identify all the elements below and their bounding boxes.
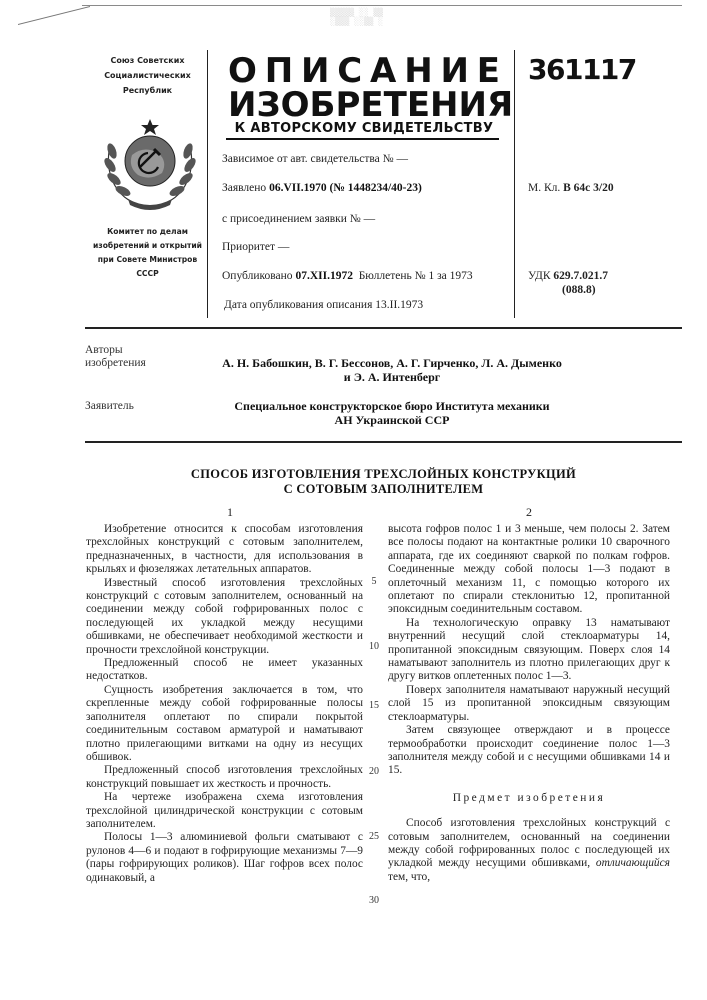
title-letter: О — [280, 85, 310, 125]
doc-type-title-line1 — [228, 51, 500, 91]
title-letter: Н — [430, 85, 459, 125]
line-number: 15 — [369, 700, 379, 711]
description-column-right — [388, 523, 670, 884]
authors-label-line: Авторы — [85, 344, 123, 356]
claims-heading: Предмет изобретения — [452, 791, 606, 804]
authors-line: и Э. А. Интенберг — [343, 370, 441, 384]
header-divider-left — [207, 50, 208, 318]
column-number-1: 1 — [227, 505, 233, 519]
invention-title — [85, 467, 682, 497]
description-publication-date: Дата опубликования описания 13.II.1973 — [224, 299, 424, 311]
authors-line: А. Н. Бабошкин, В. Г. Бессонов, А. Г. Гирченко, Л. А. Дыменко — [222, 356, 562, 370]
classification — [528, 182, 614, 194]
paragraph: Известный способ изготовления трехслойных конструкций с сотовым заполнителем, основанный на соединении между собой гофрированных полос с последующей их укладкой между несущими обшивками, не обеспечивает необходимой жесткости и прочности трехслойной конструкции. — [86, 576, 363, 656]
published-label: Опубликовано — [222, 270, 293, 282]
claim-text: Способ изготовления трехслойных конструкций с сотовым заполнителем, основанный на соединении между собой гофрированных полос с последующей их укладкой между несущими обшивками, — [388, 817, 670, 870]
certificate-subtitle: К АВТОРСКОМУ СВИДЕТЕЛЬСТВУ — [234, 121, 494, 136]
doc-type-title-line2 — [228, 85, 514, 125]
claim-tail: тем, что, — [388, 870, 431, 883]
union-line: Союз Советских — [110, 56, 185, 65]
title-letter: Р — [335, 85, 361, 125]
paragraph: Полосы 1—3 алюминиевой фольги сматывают с рулонов 4—6 и подают в гофрирующие механизмы 7—9 (пары гофрирующих роликов). Шаг гофров всех полос одинаковый, а — [86, 831, 363, 884]
paragraph: Сущность изобретения заключается в том, что скрепленные между собой гофрированные полосы заполнителя оплетают по спирали покрытой соединительным составом арматурой и наматывают плотно прилегающими витками на одну из несущих обшивок. — [86, 683, 363, 763]
filed-label: Заявлено — [222, 182, 267, 194]
header-divider-right — [514, 50, 515, 318]
line-number: 30 — [369, 895, 379, 906]
committee-line: при Совете Министров — [97, 255, 198, 264]
applicant-label: Заявитель — [85, 400, 134, 412]
line-number: 20 — [369, 766, 379, 777]
union-line: Социалистических — [104, 71, 191, 80]
filed-line — [222, 182, 422, 194]
title-letter: С — [337, 51, 363, 91]
title-letter: О — [228, 51, 257, 91]
column-number-2: 2 — [526, 505, 532, 519]
udc — [528, 270, 608, 282]
title-letter: Е — [406, 85, 431, 125]
committee-line: СССР — [136, 269, 159, 278]
invention-title-line: С СОТОВЫМ ЗАПОЛНИТЕЛЕМ — [283, 482, 484, 496]
paragraph: На чертеже изображена схема изготовления трехслойной цилиндрической конструкции с сотовым заполнителем. — [86, 791, 363, 830]
title-letter: И — [228, 85, 257, 125]
line-number: 25 — [369, 831, 379, 842]
udc-value: 629.7.021.7 — [553, 270, 608, 282]
title-letter: Е — [360, 85, 384, 125]
title-letter: И — [458, 85, 487, 125]
applicant-line: Специальное конструкторское бюро Института механики — [234, 399, 550, 413]
scan-artifact-curve — [18, 6, 90, 43]
title-letter: И — [440, 51, 469, 91]
filed-date: 06.VII.1970 — [269, 182, 327, 194]
description-column-left — [86, 523, 363, 885]
scan-artifact-line — [82, 5, 682, 6]
paragraph: На технологическую оправку 13 наматывают внутренний несущий слой стеклоарматуры 14, пропитанной эпоксидным связующим. Поверх слоя 14 наматывают заполнитель из плотно прилегающих друг к другу витков оплетенных полос 1—3. — [388, 616, 670, 683]
committee-block — [84, 225, 211, 281]
paragraph: Предложенный способ не имеет указанных недостатков. — [86, 657, 363, 683]
title-letter: Б — [309, 85, 336, 125]
authors-list — [177, 356, 607, 384]
line-number: 10 — [369, 641, 379, 652]
paragraph: Предложенный способ изготовления трехслойных конструкций повышает их жесткость и прочность. — [86, 764, 363, 790]
title-letter: Т — [383, 85, 407, 125]
title-letter: Е — [476, 51, 500, 91]
classification-label: М. Кл. — [528, 182, 561, 194]
claim-paragraph — [388, 817, 670, 884]
application-number: (№ 1448234/40-23) — [329, 182, 422, 194]
authors-label — [85, 344, 146, 370]
dependent-certificate: Зависимое от авт. свидетельства № — — [222, 153, 409, 165]
published-date: 07.XII.1972 — [295, 270, 353, 282]
union-line: Республик — [122, 86, 173, 95]
patent-number: 361117 — [528, 53, 636, 86]
bulletin: Бюллетень № 1 за 1973 — [358, 270, 473, 282]
issuing-state-block — [90, 53, 205, 98]
classification-value: В 64с 3/20 — [563, 182, 614, 194]
title-letter: Я — [486, 85, 514, 125]
priority: Приоритет — — [222, 241, 290, 253]
section-rule-top — [85, 327, 682, 329]
title-letter: П — [264, 51, 294, 91]
committee-line: изобретений и открытий — [92, 241, 202, 250]
subtitle-underline — [226, 138, 499, 140]
udc-label: УДК — [528, 270, 551, 282]
paragraph: Поверх заполнителя наматывают наружный несущий слой 15 из пропитанной эпоксидным связующим стеклоарматуры. — [388, 683, 670, 723]
section-rule-bottom — [85, 441, 682, 443]
title-letter: И — [301, 51, 330, 91]
paragraph: высота гофров полос 1 и 3 меньше, чем полосы 2. Затем все полосы подают на контактные ролики 10 сварочного аппарата, где их соединяют сваркой по полкам гофров. Соединенные между собой полосы 1—3 подают в оплеточный механизм 11, с помощью которого их оплетают по спирали стеклонитью 12, пропитанной эпоксидным соединительным составом. — [388, 523, 670, 616]
paragraph: Изобретение относится к способам изготовления трехслойных конструкций с сотовым заполнителем, предназначенных, в частности, для использования в крыльях и фюзеляжах летательных аппаратов. — [86, 523, 363, 576]
published-line — [222, 270, 473, 282]
ussr-state-emblem-icon — [98, 115, 202, 215]
title-letter: Н — [404, 51, 433, 91]
committee-line: Комитет по делам — [107, 227, 188, 236]
joined-application: с присоединением заявки № — — [222, 213, 376, 225]
applicant-line: АН Украинской ССР — [334, 413, 450, 427]
invention-title-line: СПОСОБ ИЗГОТОВЛЕНИЯ ТРЕХСЛОЙНЫХ КОНСТРУКЦИЙ — [190, 467, 577, 481]
title-letter: А — [370, 51, 397, 91]
udc-value-2: (088.8) — [562, 284, 596, 296]
claim-characterizing-word: отличающийся — [595, 857, 670, 870]
line-number: 5 — [371, 576, 377, 587]
title-letter: З — [256, 85, 281, 125]
paragraph: Затем связующее отверждают и в процессе термообработки происходит соединение полос 1—3 заполнителя между собой и с несущими обшивками 14 и 15. — [388, 724, 670, 777]
faded-library-stamp: ▒▒▒▒▒ ░░ ▒▒ ░▒▒▒ ░░▒▒ ░ — [330, 8, 383, 26]
applicant — [177, 399, 607, 427]
authors-label-line: изобретения — [85, 357, 146, 369]
